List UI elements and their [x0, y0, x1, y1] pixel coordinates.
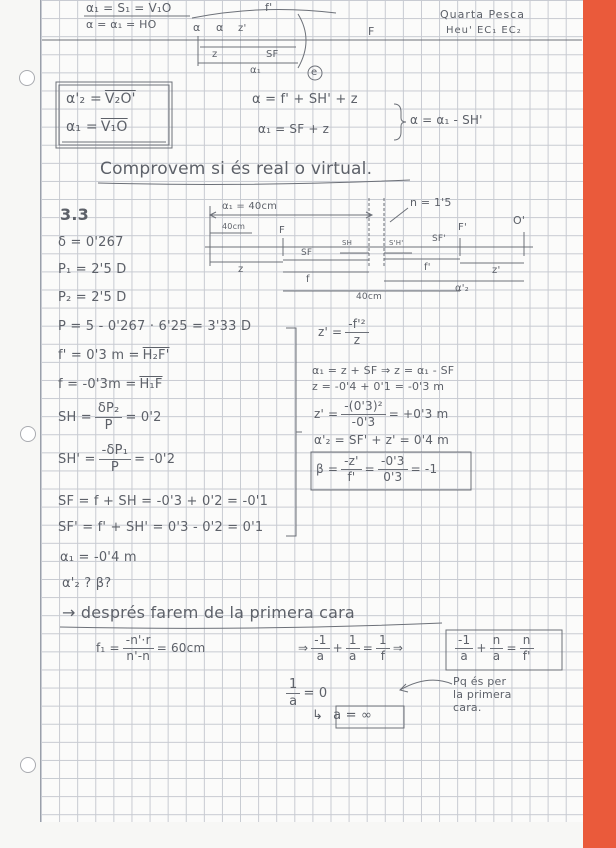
- bottom-f1-fraction: [123, 634, 154, 663]
- right-z-prime-calc-numerator: -(0'3)²: [341, 400, 385, 415]
- equation-alpha1: α₁ = SF + z: [258, 122, 330, 136]
- calc-sh-rhs: = 0'2: [125, 409, 162, 425]
- boxed-denominator-3: f': [522, 649, 531, 664]
- definition-alpha2-rhs: V₂O': [104, 91, 136, 107]
- right-z-prime-fraction: [345, 318, 368, 347]
- calc-sf: SF = f + SH = -0'3 + 0'2 = -0'1: [58, 494, 269, 509]
- calc-alpha1: α₁ = -0'4 m: [60, 550, 137, 565]
- equation-result: α = α₁ - SH': [410, 113, 483, 127]
- mid-label-SF: SF: [301, 248, 313, 258]
- mid-label-small-left: 40cm: [222, 222, 246, 231]
- bottom-note-line-3: cara.: [453, 701, 482, 714]
- right-z-prime-calc-rhs: = +0'3 m: [388, 407, 449, 422]
- bottom-heading: → després farem de la primera cara: [62, 603, 355, 622]
- section-number: 3.3: [60, 205, 89, 224]
- right-alpha1-line: α₁ = z + SF ⇒ z = α₁ - SF: [312, 364, 455, 377]
- boxed-numerator-3: n: [520, 634, 534, 649]
- bottom-chain-arrow-2: ⇒: [392, 641, 404, 656]
- boxed-plus: +: [476, 641, 487, 656]
- right-z-prime-denominator: z: [353, 333, 361, 348]
- bottom-boxed-equation: [452, 634, 537, 663]
- bottom-f1-numerator: -n'·r: [123, 634, 154, 649]
- right-beta-rhs: = -1: [410, 462, 438, 477]
- bottom-chain-equals: =: [362, 641, 374, 656]
- bottom-chain-numerator-1: -1: [311, 634, 329, 649]
- mid-label-O-prime: O': [513, 214, 526, 227]
- calc-f-prime: [58, 349, 173, 363]
- bottom-infinity-result: [312, 709, 375, 723]
- right-beta-fraction-2: [378, 455, 408, 484]
- top-label-F: F: [368, 25, 375, 38]
- bottom-chain-plus: +: [332, 641, 343, 656]
- calc-sh-numerator: δP₂: [95, 402, 123, 418]
- bottom-infinity-value: a = ∞: [333, 708, 373, 723]
- calc-sh-prime: [58, 444, 175, 476]
- calc-p2: P₂ = 2'5 D: [58, 290, 127, 305]
- mid-label-f-prime: f': [424, 262, 431, 273]
- calc-f-prime-rhs: H₂F': [142, 348, 170, 363]
- top-equation-1: α₁ = S₁ = V₁O: [86, 1, 172, 15]
- boxed-fraction-2: [490, 634, 504, 663]
- boxed-numerator-2: n: [490, 634, 504, 649]
- bottom-inverse-a-rhs: = 0: [303, 685, 328, 701]
- bottom-inverse-a-numerator: 1: [286, 678, 300, 694]
- corner-heading-1: Quarta Pesca: [440, 8, 525, 21]
- mid-label-F: F: [279, 225, 285, 236]
- calc-sf-prime: SF' = f' + SH' = 0'3 - 0'2 = 0'1: [58, 520, 264, 535]
- right-beta: [316, 455, 437, 484]
- definition-alpha1-lhs: α₁ =: [66, 119, 98, 135]
- bottom-chain-fraction-2: [346, 634, 360, 663]
- bottom-note-line-2: la primera: [453, 688, 512, 701]
- mid-label-SH-prime: S'H': [389, 239, 404, 247]
- calc-sh-prime-lhs: SH' =: [58, 451, 96, 467]
- calc-sh-prime-fraction: [99, 444, 132, 476]
- top-label-alpha-a: α: [193, 21, 201, 34]
- right-z-line: z = -0'4 + 0'1 = -0'3 m: [312, 380, 445, 393]
- calc-sh-prime-denominator: P: [110, 460, 119, 476]
- mid-label-width: 40cm: [356, 292, 382, 302]
- right-beta-lhs: β =: [316, 462, 339, 477]
- right-beta-denominator-1: f': [347, 470, 356, 485]
- right-z-prime-lhs: z' =: [318, 325, 343, 340]
- bottom-inverse-a-denominator: a: [289, 694, 298, 710]
- calc-sh-prime-rhs: = -0'2: [134, 451, 176, 467]
- top-label-e: e: [311, 67, 318, 78]
- right-alpha2-line: α'₂ = SF' + z' = 0'4 m: [314, 433, 449, 447]
- bottom-inverse-a: [283, 678, 327, 710]
- note-sentence: Comprovem si és real o virtual.: [100, 159, 373, 179]
- mid-label-SH: SH: [342, 239, 353, 247]
- calc-f-prime-lhs: f' = 0'3 m =: [58, 348, 140, 363]
- right-beta-fraction-1: [341, 455, 362, 484]
- right-z-prime-numerator: -f'²: [345, 318, 368, 333]
- right-beta-numerator-1: -z': [341, 455, 362, 470]
- mid-label-z-prime: z': [492, 265, 501, 276]
- calc-p1: P₁ = 2'5 D: [58, 262, 127, 277]
- bottom-chain-equation: [298, 634, 403, 663]
- boxed-fraction-1: [455, 634, 473, 663]
- definition-alpha1-rhs: V₁O: [100, 119, 128, 135]
- top-equation-2: α = α₁ = HO: [86, 18, 157, 31]
- bottom-inverse-a-fraction: [286, 678, 300, 710]
- bottom-infinity-arrow: ↳: [312, 708, 324, 723]
- bottom-chain-denominator-3: f: [380, 649, 386, 664]
- top-label-alpha1: α₁: [250, 65, 262, 76]
- boxed-equals: =: [506, 641, 517, 656]
- right-z-prime-calc: [314, 400, 448, 429]
- bottom-chain-numerator-3: 1: [376, 634, 390, 649]
- bottom-chain-fraction-3: [376, 634, 390, 663]
- calc-delta: δ = 0'267: [58, 235, 124, 250]
- binder-hole: [20, 426, 36, 442]
- bottom-note-line-1: Pq és per: [453, 675, 507, 688]
- bottom-chain-numerator-2: 1: [346, 634, 360, 649]
- calc-question: α'₂ ? β?: [62, 576, 112, 591]
- equation-alpha: α = f' + SH' + z: [252, 92, 358, 107]
- mid-label-z: z: [238, 264, 244, 275]
- mid-label-alpha2: α'₂: [455, 283, 469, 294]
- bottom-chain-denominator-2: a: [349, 649, 357, 664]
- calc-sh-prime-numerator: -δP₁: [99, 444, 132, 460]
- right-z-prime-calc-fraction: [341, 400, 385, 429]
- top-label-f-prime: f': [265, 1, 273, 14]
- definition-alpha2-lhs: α'₂ =: [66, 91, 102, 107]
- mid-label-F-prime: F': [458, 222, 467, 233]
- calc-power: P = 5 - 0'267 · 6'25 = 3'33 D: [58, 319, 252, 334]
- right-beta-numerator-2: -0'3: [378, 455, 408, 470]
- right-z-prime-calc-lhs: z' =: [314, 407, 339, 422]
- definition-alpha1: [66, 120, 131, 135]
- right-z-prime-calc-denominator: -0'3: [351, 415, 376, 430]
- mid-label-SF-prime: SF': [432, 234, 446, 244]
- top-label-SF: SF: [266, 49, 279, 60]
- calc-f: [58, 378, 166, 392]
- bottom-f1-lhs: f₁ =: [96, 641, 120, 656]
- calc-sh-denominator: P: [104, 418, 113, 434]
- top-label-z-prime: z': [238, 23, 247, 34]
- bottom-f1-denominator: n'-n: [126, 649, 151, 664]
- boxed-denominator-1: a: [460, 649, 468, 664]
- bottom-chain-fraction-1: [311, 634, 329, 663]
- mid-label-index: n = 1'5: [410, 196, 452, 209]
- bottom-f1-equation: [96, 634, 205, 663]
- boxed-numerator-1: -1: [455, 634, 473, 649]
- top-label-z: z: [212, 49, 218, 60]
- binder-hole: [20, 757, 36, 773]
- binder-hole: [19, 70, 35, 86]
- calc-sh-lhs: SH =: [58, 409, 92, 425]
- right-z-prime-formula: [318, 318, 372, 347]
- bottom-f1-rhs: = 60cm: [156, 641, 206, 656]
- calc-f-rhs: H₁F: [139, 377, 163, 392]
- corner-heading-2: Heu' EC₁ EC₂: [446, 25, 522, 36]
- calc-sh: [58, 402, 162, 434]
- page-margin-strip: [583, 0, 616, 848]
- boxed-fraction-3: [520, 634, 534, 663]
- boxed-denominator-2: a: [492, 649, 501, 664]
- right-beta-denominator-2: 0'3: [383, 470, 403, 485]
- mid-label-alpha1-length: α₁ = 40cm: [222, 201, 278, 212]
- definition-alpha2: [66, 92, 139, 107]
- mid-label-f: f: [306, 274, 310, 285]
- calc-sh-fraction: [95, 402, 123, 434]
- calc-f-lhs: f = -0'3m =: [58, 377, 137, 392]
- top-label-alpha-b: α: [216, 21, 224, 34]
- bottom-chain-arrow-1: ⇒: [298, 641, 309, 656]
- right-beta-mid: =: [364, 462, 375, 477]
- bottom-chain-denominator-1: a: [316, 649, 325, 664]
